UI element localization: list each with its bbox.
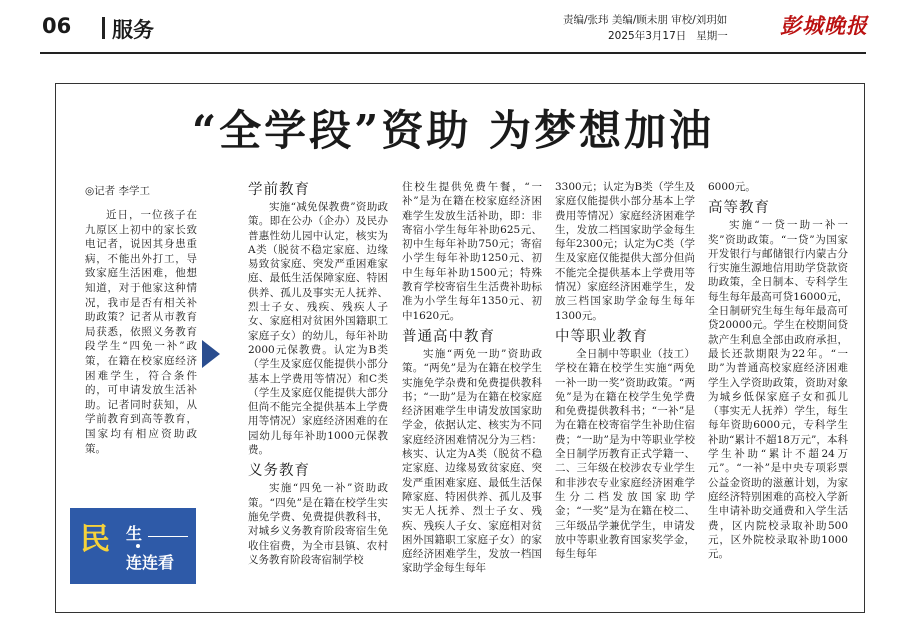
heading-preschool: 学前教育 xyxy=(248,182,310,198)
reporter-name: 记者 李学工 xyxy=(94,185,151,197)
dateline xyxy=(608,28,728,43)
column-4 xyxy=(708,180,848,561)
header-rule xyxy=(40,52,866,54)
badge-line1: 生 xyxy=(126,524,143,543)
editor-credits: 责编/张玮 美编/顾未朋 审校/刘玥如 xyxy=(563,14,728,26)
column-3 xyxy=(555,180,695,561)
text-compulsory: 实施“四免一补”资助政策。“四免”是在籍在校学生实施免学费、免费提供教科书，对城乡义务教育阶段寄宿生免收住宿费，为全市县镇、农村义务教育阶段寄宿制学校 xyxy=(248,482,388,566)
issue-weekday: 星期一 xyxy=(696,30,728,42)
heading-highschool: 普通高中教育 xyxy=(402,328,495,345)
lead-paragraph xyxy=(85,208,197,456)
page-number: 06 xyxy=(42,14,72,38)
column-badge xyxy=(70,508,196,584)
arrow-right-icon xyxy=(202,340,220,368)
badge-line2: 连连看 xyxy=(126,553,175,572)
page-header xyxy=(0,0,900,52)
column-1 xyxy=(248,180,388,567)
text-vocational-cont: 6000元。 xyxy=(708,181,756,193)
text-preschool: 实施“减免保教费”资助政策。即在公办（企办）及民办普惠性幼儿园中认定，核实为A类（脱贫不稳定家庭、边缘易致贫家庭、突发严重困难家庭、最低生活保障家庭、特困供养、孤儿及事实无人抚养、烈士子女、残疾、残疾人子女、家庭相对贫困外国籍职工家庭子女）的幼儿，每年补助2000元保教费。认定为B类（学生及家庭仅能提供小部分基本上学费用等情况）和C类（学生及家庭仅能提供大部分但尚不能完全提供基本上学费用等情况）家庭经济困难的在园幼儿每年补助1000元保教费。 xyxy=(248,201,388,457)
badge-big-char: 民 xyxy=(80,522,110,557)
heading-vocational: 中等职业教育 xyxy=(555,328,648,345)
heading-compulsory: 义务教育 xyxy=(248,463,310,480)
heading-higher: 高等教育 xyxy=(708,200,770,217)
text-higher: 实施“一贷一助一补一奖”资助政策。“一贷”为国家开发银行与邮储银行内蒙古分行实施生源地信用助学贷款资助政策，全日制本、专科学生每生每年最高可贷16000元，全日制研究生每生每年最高可贷20000元。学生在校期间贷款产生利息全部由政府承担，最长还款期限为22年。“一助”为普通高校家庭经济困难学生入学资助政策，资助对象为城乡低保家庭子女和孤儿（事实无人抚养）学生，每生每年资助6000元，专科学生补助“累计不超18万元”，本科学生补助“累计不超24万元”。“一补”是中央专项彩票公益金资助的滋蕙计划，为家庭经济特别困难的高校入学新生申请补助交通费和入学生活费，区内院校录取补助500元，区外院校录取补助1000元。 xyxy=(708,219,848,561)
text-highschool-cont: 3300元；认定为B类（学生及家庭仅能提供小部分基本上学费用等情况）家庭经济困难学生，发放二档国家助学金每生每年2300元；认定为C类（学生及家庭仅能提供大部分但尚不能完全提供基本上学费用等情况）家庭经济困难学生，发放三档国家助学金每生每年1300元。 xyxy=(555,181,695,322)
badge-dot xyxy=(136,544,140,548)
lead-text: 近日，一位孩子在九原区上初中的家长致电记者，说因其身患重病，不能出外打工，导致家庭生活困难，他想知道，对于他家这种情况，我市是否有相关补助政策？记者从市教育局获悉，依照义务教育段学生“四免一补”政策，在籍在校家庭经济困难学生，符合条件的，可申请发放生活补助。记者同时获知，从学前教育到高等教育，国家均有相应资助政策。 xyxy=(85,209,197,455)
header-divider xyxy=(102,17,105,39)
masthead-logo: 彭城晚报 xyxy=(780,13,868,38)
issue-date: 2025年3月17日 xyxy=(608,30,687,42)
byline: ◎记者 李学工 xyxy=(85,185,151,197)
text-highschool: 实施“两免一助”资助政策。“两免”是为在籍在校学生实施免学杂费和免费提供教科书；“一助”是为在籍在校家庭经济困难学生申请发放国家助学金，依据认定、核实为不同家庭经济困难情况分为三档：核实、认定为A类（脱贫不稳定家庭、边缘易致贫家庭、突发严重困难家庭、最低生活保障家庭、特困供养、孤儿及事实无人抚养、烈士子女、残疾、残疾人子女、家庭相对贫困外国籍职工家庭子女）的家庭经济困难学生，发放一档国家助学金每生每年 xyxy=(402,347,542,575)
badge-rule xyxy=(148,536,188,537)
headline: “全学段”资助 为梦想加油 xyxy=(192,106,714,155)
column-2 xyxy=(402,180,542,576)
text-vocational: 全日制中等职业（技工）学校在籍在校学生实施“两免一补一助一奖”资助政策。“两免”是为在籍在校学生免学费和免费提供教科书；“一补”是为在籍在校寄宿学生补助住宿费；“一助”是为中等职业学校全日制学历教育正式学籍一、二、三年级在校涉农专业学生和非涉农专业家庭经济困难学生分二档发放国家助学金；“一奖”是为在籍在校二、三年级品学兼优学生，申请发放中等职业教育国家奖学金，每生每年 xyxy=(555,347,695,561)
text-compulsory-cont: 住校生提供免费午餐，“一补”是为在籍在校家庭经济困难学生发放生活补助，即：非寄宿小学生每年补助625元、初中生每年补助750元；寄宿小学生每年补助1250元、初中生每年补助1500元；特殊教育学校寄宿生生活费补助标准为小学生每年1350元、初中1620元。 xyxy=(402,181,542,322)
section-title: 服务 xyxy=(112,18,154,42)
